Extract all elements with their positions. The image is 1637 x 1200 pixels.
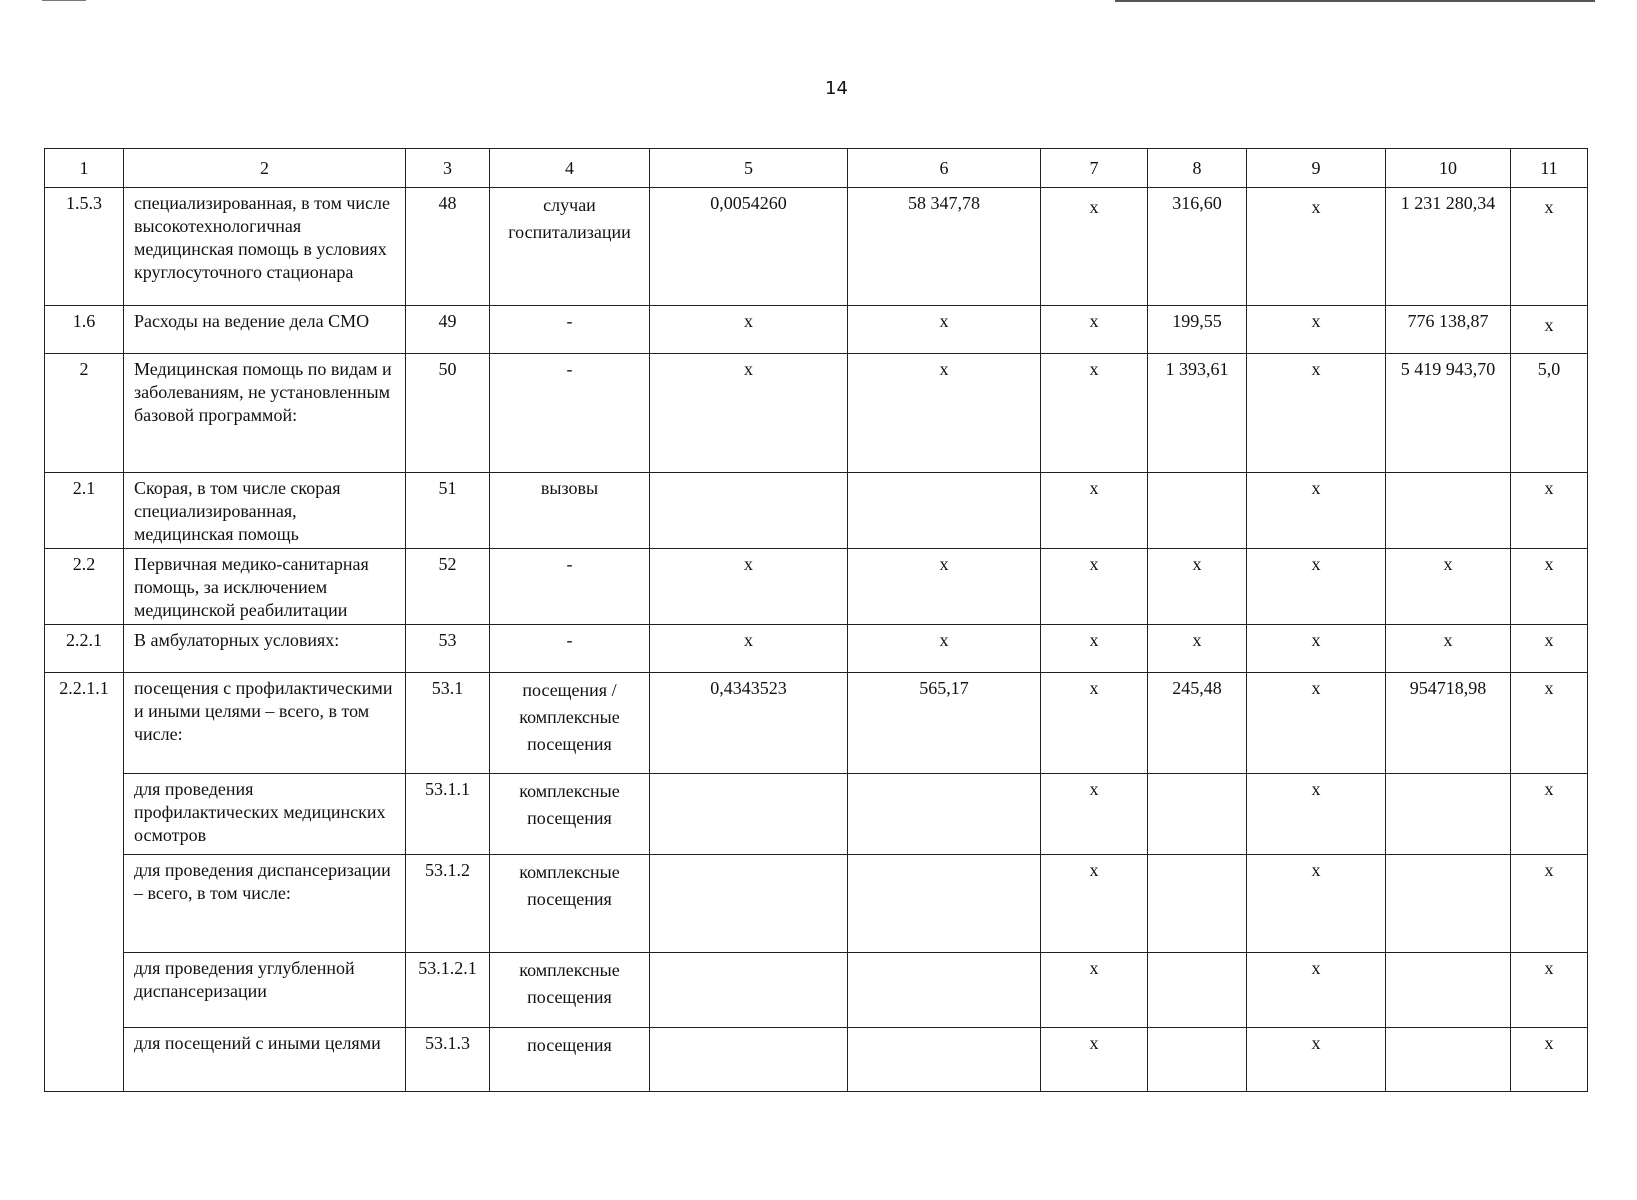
cell-col10: 954718,98 bbox=[1386, 673, 1511, 774]
cell-col9: х bbox=[1247, 673, 1386, 774]
row-line-number: 53.1.2 bbox=[406, 855, 490, 953]
row-line-number: 49 bbox=[406, 306, 490, 354]
row-code: 2.2.1.1 bbox=[45, 673, 124, 1092]
cell-col11: х bbox=[1511, 774, 1588, 855]
cell-col8: х bbox=[1148, 625, 1247, 673]
column-header: 4 bbox=[490, 149, 650, 188]
column-header: 1 bbox=[45, 149, 124, 188]
table-row bbox=[45, 673, 1588, 774]
row-line-number: 52 bbox=[406, 549, 490, 625]
data-table bbox=[44, 148, 1588, 1092]
table-row bbox=[45, 1028, 1588, 1092]
column-header: 5 bbox=[650, 149, 848, 188]
cell-col6: 565,17 bbox=[848, 673, 1041, 774]
cell-col10 bbox=[1386, 953, 1511, 1028]
row-unit: посещения / комплексные посещения bbox=[490, 673, 650, 774]
row-line-number: 53 bbox=[406, 625, 490, 673]
row-unit: посещения bbox=[490, 1028, 650, 1092]
cell-col5: х bbox=[650, 306, 848, 354]
cell-col5: х bbox=[650, 625, 848, 673]
cell-col11: х bbox=[1511, 306, 1588, 354]
row-code: 2.2.1 bbox=[45, 625, 124, 673]
table-row bbox=[45, 953, 1588, 1028]
cell-col8 bbox=[1148, 953, 1247, 1028]
cell-col6 bbox=[848, 855, 1041, 953]
table-row bbox=[45, 354, 1588, 473]
cell-col9: х bbox=[1247, 855, 1386, 953]
row-code: 2 bbox=[45, 354, 124, 473]
cell-col7: х bbox=[1041, 188, 1148, 306]
cell-col6 bbox=[848, 1028, 1041, 1092]
cell-col7: х bbox=[1041, 673, 1148, 774]
row-code: 2.1 bbox=[45, 473, 124, 549]
row-description: Скорая, в том числе скорая специализированная, медицинская помощь bbox=[124, 473, 406, 549]
row-unit: комплексные посещения bbox=[490, 953, 650, 1028]
page-number: 14 bbox=[825, 78, 848, 99]
cell-col9: х bbox=[1247, 473, 1386, 549]
cell-col10: 776 138,87 bbox=[1386, 306, 1511, 354]
cell-col10 bbox=[1386, 1028, 1511, 1092]
scan-edge-mark bbox=[42, 0, 86, 1]
cell-col9: х bbox=[1247, 1028, 1386, 1092]
cell-col6 bbox=[848, 953, 1041, 1028]
column-header: 7 bbox=[1041, 149, 1148, 188]
row-description: для посещений с иными целями bbox=[124, 1028, 406, 1092]
row-description: для проведения профилактических медицинских осмотров bbox=[124, 774, 406, 855]
cell-col11: х bbox=[1511, 473, 1588, 549]
header-row bbox=[45, 149, 1588, 188]
cell-col6: х bbox=[848, 354, 1041, 473]
cell-col11: х bbox=[1511, 625, 1588, 673]
cell-col7: х bbox=[1041, 1028, 1148, 1092]
table-row bbox=[45, 473, 1588, 549]
row-code: 1.5.3 bbox=[45, 188, 124, 306]
cell-col8 bbox=[1148, 1028, 1247, 1092]
cell-col11: х bbox=[1511, 188, 1588, 306]
cell-col8: 245,48 bbox=[1148, 673, 1247, 774]
cell-col8: х bbox=[1148, 549, 1247, 625]
cell-col10: х bbox=[1386, 549, 1511, 625]
row-unit: - bbox=[490, 625, 650, 673]
row-unit: - bbox=[490, 306, 650, 354]
table-row bbox=[45, 774, 1588, 855]
column-header: 2 bbox=[124, 149, 406, 188]
row-unit: - bbox=[490, 549, 650, 625]
row-code: 2.2 bbox=[45, 549, 124, 625]
cell-col10 bbox=[1386, 855, 1511, 953]
cell-col7: х bbox=[1041, 774, 1148, 855]
row-line-number: 53.1.3 bbox=[406, 1028, 490, 1092]
row-line-number: 50 bbox=[406, 354, 490, 473]
row-description: Расходы на ведение дела СМО bbox=[124, 306, 406, 354]
cell-col9: х bbox=[1247, 774, 1386, 855]
column-header: 9 bbox=[1247, 149, 1386, 188]
cell-col7: х bbox=[1041, 354, 1148, 473]
cell-col5 bbox=[650, 953, 848, 1028]
row-line-number: 51 bbox=[406, 473, 490, 549]
cell-col5 bbox=[650, 473, 848, 549]
row-line-number: 53.1 bbox=[406, 673, 490, 774]
column-header: 8 bbox=[1148, 149, 1247, 188]
row-code: 1.6 bbox=[45, 306, 124, 354]
cell-col9: х bbox=[1247, 354, 1386, 473]
cell-col8 bbox=[1148, 855, 1247, 953]
row-description: Первичная медико-санитарная помощь, за исключением медицинской реабилитации bbox=[124, 549, 406, 625]
row-line-number: 53.1.1 bbox=[406, 774, 490, 855]
row-line-number: 53.1.2.1 bbox=[406, 953, 490, 1028]
row-line-number: 48 bbox=[406, 188, 490, 306]
cell-col5: х bbox=[650, 354, 848, 473]
cell-col6 bbox=[848, 774, 1041, 855]
column-header: 6 bbox=[848, 149, 1041, 188]
cell-col8 bbox=[1148, 774, 1247, 855]
cell-col5 bbox=[650, 1028, 848, 1092]
cell-col5: х bbox=[650, 549, 848, 625]
cell-col6: х bbox=[848, 306, 1041, 354]
cell-col5: 0,4343523 bbox=[650, 673, 848, 774]
cell-col10 bbox=[1386, 774, 1511, 855]
cell-col7: х bbox=[1041, 855, 1148, 953]
cell-col11: х bbox=[1511, 855, 1588, 953]
cell-col7: х bbox=[1041, 625, 1148, 673]
scan-edge-line bbox=[1115, 0, 1595, 2]
table-row bbox=[45, 625, 1588, 673]
row-unit: комплексные посещения bbox=[490, 855, 650, 953]
cell-col11: х bbox=[1511, 549, 1588, 625]
cell-col6: х bbox=[848, 549, 1041, 625]
cell-col7: х bbox=[1041, 306, 1148, 354]
cell-col11: х bbox=[1511, 1028, 1588, 1092]
cell-col8: 316,60 bbox=[1148, 188, 1247, 306]
table-row bbox=[45, 188, 1588, 306]
cell-col8: 1 393,61 bbox=[1148, 354, 1247, 473]
cell-col10: х bbox=[1386, 625, 1511, 673]
cell-col6 bbox=[848, 473, 1041, 549]
cell-col9: х bbox=[1247, 953, 1386, 1028]
cell-col9: х bbox=[1247, 625, 1386, 673]
cell-col6: х bbox=[848, 625, 1041, 673]
cell-col11: х bbox=[1511, 953, 1588, 1028]
row-description: посещения с профилактическими и иными целями – всего, в том числе: bbox=[124, 673, 406, 774]
row-unit: случаи госпитализации bbox=[490, 188, 650, 306]
column-header: 10 bbox=[1386, 149, 1511, 188]
cell-col10: 1 231 280,34 bbox=[1386, 188, 1511, 306]
row-description: для проведения углубленной диспансеризации bbox=[124, 953, 406, 1028]
cell-col7: х bbox=[1041, 549, 1148, 625]
cell-col11: х bbox=[1511, 673, 1588, 774]
column-header: 11 bbox=[1511, 149, 1588, 188]
row-unit: вызовы bbox=[490, 473, 650, 549]
row-unit: - bbox=[490, 354, 650, 473]
cell-col5 bbox=[650, 855, 848, 953]
cell-col11: 5,0 bbox=[1511, 354, 1588, 473]
cell-col8: 199,55 bbox=[1148, 306, 1247, 354]
table-row bbox=[45, 306, 1588, 354]
cell-col6: 58 347,78 bbox=[848, 188, 1041, 306]
cell-col5 bbox=[650, 774, 848, 855]
row-description: для проведения диспансеризации – всего, в том числе: bbox=[124, 855, 406, 953]
cell-col7: х bbox=[1041, 953, 1148, 1028]
row-unit: комплексные посещения bbox=[490, 774, 650, 855]
cell-col9: х bbox=[1247, 549, 1386, 625]
cell-col5: 0,0054260 bbox=[650, 188, 848, 306]
cell-col10: 5 419 943,70 bbox=[1386, 354, 1511, 473]
table-row bbox=[45, 855, 1588, 953]
cell-col9: х bbox=[1247, 306, 1386, 354]
table-row bbox=[45, 549, 1588, 625]
cell-col10 bbox=[1386, 473, 1511, 549]
row-description: В амбулаторных условиях: bbox=[124, 625, 406, 673]
column-header: 3 bbox=[406, 149, 490, 188]
cell-col7: х bbox=[1041, 473, 1148, 549]
cell-col8 bbox=[1148, 473, 1247, 549]
row-description: специализированная, в том числе высокотехнологичная медицинская помощь в условиях круглосуточного стационара bbox=[124, 188, 406, 306]
row-description: Медицинская помощь по видам и заболеваниям, не установленным базовой программой: bbox=[124, 354, 406, 473]
cell-col9: х bbox=[1247, 188, 1386, 306]
